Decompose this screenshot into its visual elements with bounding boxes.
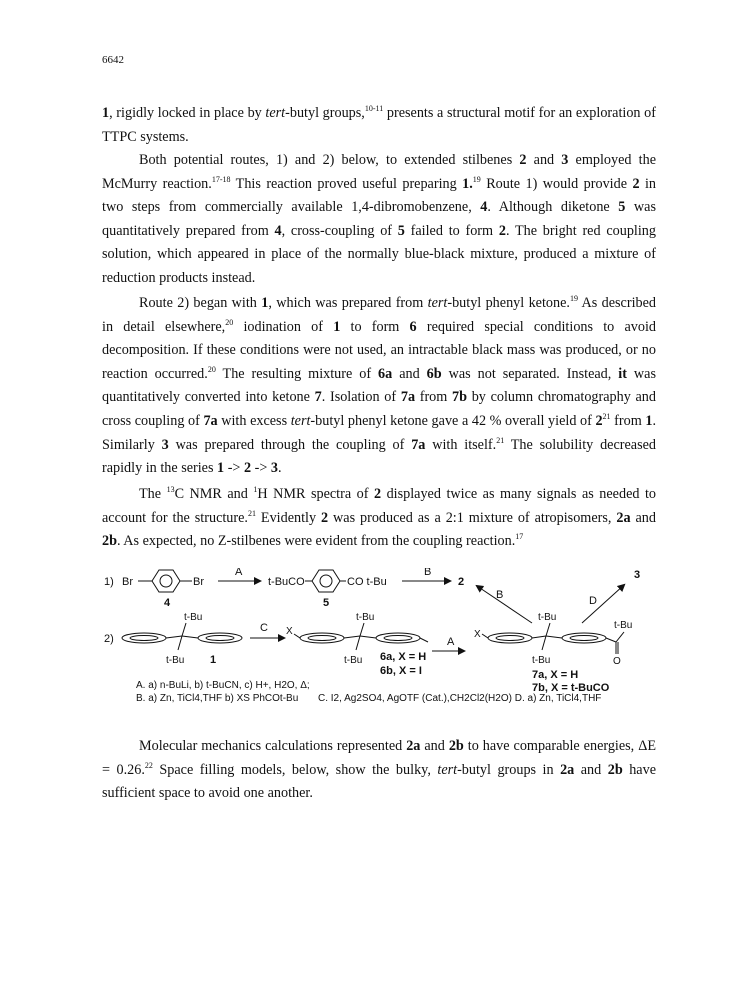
- route1-label: 1): [104, 576, 114, 588]
- compound-ref: 2: [519, 152, 527, 168]
- diagonal-arrow-b: [477, 586, 532, 623]
- text-run: have sufficient space to avoid one another.: [102, 761, 656, 802]
- text-run: Both potential routes, 1) and 2) below, to extended stilbenes: [139, 152, 520, 168]
- compound-ref: 7b: [452, 389, 467, 406]
- text-run: As described in detail elsewhere,: [102, 295, 657, 335]
- tbu-label: t-Bu: [614, 620, 633, 631]
- citation: 17-18: [211, 174, 231, 184]
- compound-ref: 2: [373, 486, 382, 502]
- compound-ref: 2a: [616, 509, 631, 526]
- compound-ref: 7a: [203, 412, 218, 429]
- diag-label-d: D: [589, 595, 597, 607]
- oxygen-label: O: [613, 656, 621, 667]
- text-run: was not separated. Instead,: [441, 365, 619, 382]
- paragraph-mechanics: [102, 735, 656, 806]
- diag-label-b: B: [496, 589, 504, 601]
- citation: 20: [225, 317, 234, 327]
- compound-ref: 3: [270, 460, 278, 477]
- compound-ref: 2b: [448, 738, 464, 754]
- compound-ref: 3: [561, 152, 569, 168]
- tbu-label: t-Bu: [356, 612, 375, 623]
- x-substituent: X: [286, 626, 293, 637]
- conditions-a: A. a) n-BuLi, b) t-BuCN, c) H+, H2O, Δ;: [136, 680, 310, 691]
- citation: 10-11: [364, 104, 384, 113]
- paragraph-routes: [102, 149, 656, 291]
- compound-ref: 1: [333, 318, 341, 335]
- text-run: . Isolation of: [321, 389, 401, 406]
- cotbu-group: CO t-Bu: [347, 576, 387, 588]
- compound-6a-label: 6a, X = H: [380, 651, 427, 663]
- route2-label: 2): [104, 633, 114, 645]
- text-run: with itself.: [425, 436, 497, 453]
- text-run: Route 1) would provide: [480, 175, 633, 192]
- text-run: failed to form: [404, 222, 499, 239]
- compound-4-label: 4: [164, 597, 171, 609]
- compound-ref: 1: [217, 460, 225, 477]
- text-run: , cross-coupling of: [281, 222, 398, 239]
- compound-ref: 1.: [462, 175, 473, 192]
- benzene-ring-icon: [152, 570, 180, 592]
- text-run: and: [392, 365, 427, 382]
- text-run: Space filling models, below, show the bulky,: [152, 761, 438, 778]
- bromo-right: Br: [193, 576, 204, 588]
- tbu-label: t-Bu: [532, 655, 551, 666]
- compound-ref: 1: [645, 412, 653, 429]
- text-run: , rigidly locked in place by: [109, 105, 266, 121]
- compound-1-structure: [122, 623, 242, 650]
- page-number: 6642: [102, 54, 124, 66]
- compound-1-label: 1: [210, 654, 217, 666]
- superscript: 13: [166, 485, 175, 494]
- citation: 19: [472, 174, 481, 184]
- text-run: . Similarly: [102, 412, 656, 453]
- compound-ref: 6b: [426, 365, 442, 382]
- text-run: -butyl groups,: [285, 105, 365, 121]
- text-run: Molecular mechanics calculations represented: [139, 738, 407, 754]
- compound-ref: 1: [261, 295, 269, 311]
- text-run: . Although diketone: [487, 199, 619, 216]
- citation: 21: [247, 508, 256, 518]
- text-run: to have comparable energies, ΔE = 0.26.: [102, 738, 656, 778]
- compound-ref: 2a: [560, 761, 575, 778]
- compound-ref: 7a: [411, 436, 426, 453]
- text-run: required special conditions to avoid decomposition. If these conditions were not used, an intractable black mass was produced, or no reaction occurred.: [102, 318, 656, 382]
- arrow-label-b: B: [424, 568, 432, 578]
- text-run: presents a structural motif for an exploration of TTPC systems.: [102, 105, 657, 145]
- citation: 22: [144, 760, 153, 770]
- conditions-b: B. a) Zn, TiCl4,THF b) XS PhCOt-Bu: [136, 693, 299, 704]
- superscript: 1: [253, 485, 258, 494]
- compound-ref: 4: [274, 222, 282, 239]
- citation: 21: [602, 411, 611, 421]
- compound-ref: 6: [409, 318, 417, 335]
- text-run: -butyl phenyl ketone gave a 42 % overall yield of: [310, 412, 596, 429]
- compound-5-label: 5: [323, 597, 330, 609]
- compound-ref: 3: [161, 436, 169, 453]
- tbu-label: t-Bu: [184, 612, 203, 623]
- tbu-label: t-Bu: [538, 612, 557, 623]
- text-run: and: [526, 152, 562, 168]
- text-run: .: [277, 460, 282, 477]
- text-run: displayed twice as many signals as needed to account for the structure.: [102, 486, 656, 526]
- compound-ref: 2: [595, 412, 603, 429]
- italic-run: tert: [427, 295, 448, 311]
- text-run: H NMR spectra of: [257, 486, 374, 502]
- bromo-left: Br: [122, 576, 133, 588]
- text-run: was quantitatively converted into ketone: [102, 365, 656, 406]
- compound-ref: 4: [480, 199, 488, 216]
- text-run: C NMR and: [174, 486, 254, 502]
- text-run: and: [420, 738, 449, 754]
- text-run: from: [610, 412, 646, 429]
- text-run: ->: [224, 460, 244, 477]
- text-run: was quantitatively prepared from: [102, 199, 656, 239]
- text-run: The resulting mixture of: [215, 365, 379, 382]
- compound-ref: 2: [498, 222, 506, 239]
- tbu-label: t-Bu: [166, 655, 185, 666]
- text-run: -butyl phenyl ketone.: [447, 295, 570, 311]
- compound-ref: 1: [102, 105, 110, 121]
- text-run: by column chromatography and cross coupling of: [102, 389, 656, 429]
- italic-run: tert: [265, 105, 286, 121]
- text-run: , which was prepared from: [268, 295, 428, 311]
- x-substituent: X: [474, 629, 481, 640]
- compound-ref: 6a: [378, 365, 393, 382]
- text-run: This reaction proved useful preparing: [230, 175, 463, 192]
- compound-ref: 7a: [400, 389, 416, 406]
- citation: 21: [496, 435, 505, 445]
- arrow-label-a2: A: [447, 636, 455, 648]
- text-run: with excess: [217, 412, 291, 429]
- italic-run: tert: [290, 412, 311, 429]
- citation: 20: [207, 364, 216, 374]
- text-run: . The bright red coupling solution, which appeared in place of the normally blue-black mixture, produced a mixture of reduction products instead.: [102, 222, 656, 286]
- italic-run: tert: [437, 761, 458, 778]
- compound-ref: 2: [243, 460, 252, 477]
- product-2-label: 2: [458, 576, 465, 588]
- text-run: . As expected, no Z-stilbenes were evident from the coupling reaction.: [116, 533, 516, 550]
- compound-6b-label: 6b, X = I: [380, 665, 422, 677]
- product-3-label: 3: [634, 569, 641, 581]
- compound-7a-label: 7a, X = H: [532, 669, 579, 681]
- text-run: ->: [251, 460, 271, 477]
- benzene-ring-icon: [312, 570, 340, 592]
- compound-ref: 2b: [607, 761, 623, 778]
- tbu-label: t-Bu: [344, 655, 363, 666]
- paragraph-intro: [102, 102, 656, 149]
- arrow-label-c: C: [260, 622, 268, 634]
- compound-7-structure: [482, 623, 624, 654]
- text-run: was prepared through the coupling of: [168, 436, 412, 453]
- text-run: and: [574, 761, 608, 778]
- citation: 17: [515, 532, 524, 542]
- text-run: iodination of: [233, 318, 334, 335]
- text-run: in two steps from commercially available 1,4-dibromobenzene,: [102, 175, 656, 216]
- text-run: to form: [340, 318, 410, 335]
- compound-ref: 2a: [406, 738, 421, 754]
- text-run: -butyl groups in: [457, 761, 561, 778]
- conditions-cd: C. I2, Ag2SO4, AgOTF (Cat.),CH2Cl2(H2O) D. a) Zn, TiCl4,THF: [318, 693, 602, 704]
- citation: 19: [569, 294, 578, 303]
- text-run: The: [139, 486, 167, 502]
- compound-ref: 7: [314, 389, 322, 406]
- paragraph-nmr: [102, 483, 656, 554]
- compound-6-structure: [294, 623, 428, 650]
- text-run: Evidently: [255, 509, 321, 526]
- text-run: The solubility decreased rapidly in the series: [102, 436, 657, 477]
- compound-ref: it: [618, 365, 627, 382]
- compound-ref: 2: [321, 509, 329, 526]
- compound-ref: 5: [397, 222, 405, 239]
- compound-ref: 2: [632, 175, 640, 192]
- text-run: from: [415, 389, 453, 406]
- text-run: and: [630, 509, 656, 526]
- text-run: employed the McMurry reaction.: [102, 152, 656, 192]
- compound-7b-label: 7b, X = t-BuCO: [532, 682, 610, 694]
- reaction-scheme: [102, 568, 662, 728]
- text-run: was produced as a 2:1 mixture of atropisomers,: [328, 509, 617, 526]
- paragraph-route2: [102, 292, 656, 481]
- compound-ref: 2b: [102, 533, 117, 550]
- tbuco-group: t-BuCO: [268, 576, 305, 588]
- arrow-label-a: A: [235, 568, 243, 578]
- text-run: Route 2) began with: [139, 295, 262, 311]
- compound-ref: 5: [618, 199, 626, 216]
